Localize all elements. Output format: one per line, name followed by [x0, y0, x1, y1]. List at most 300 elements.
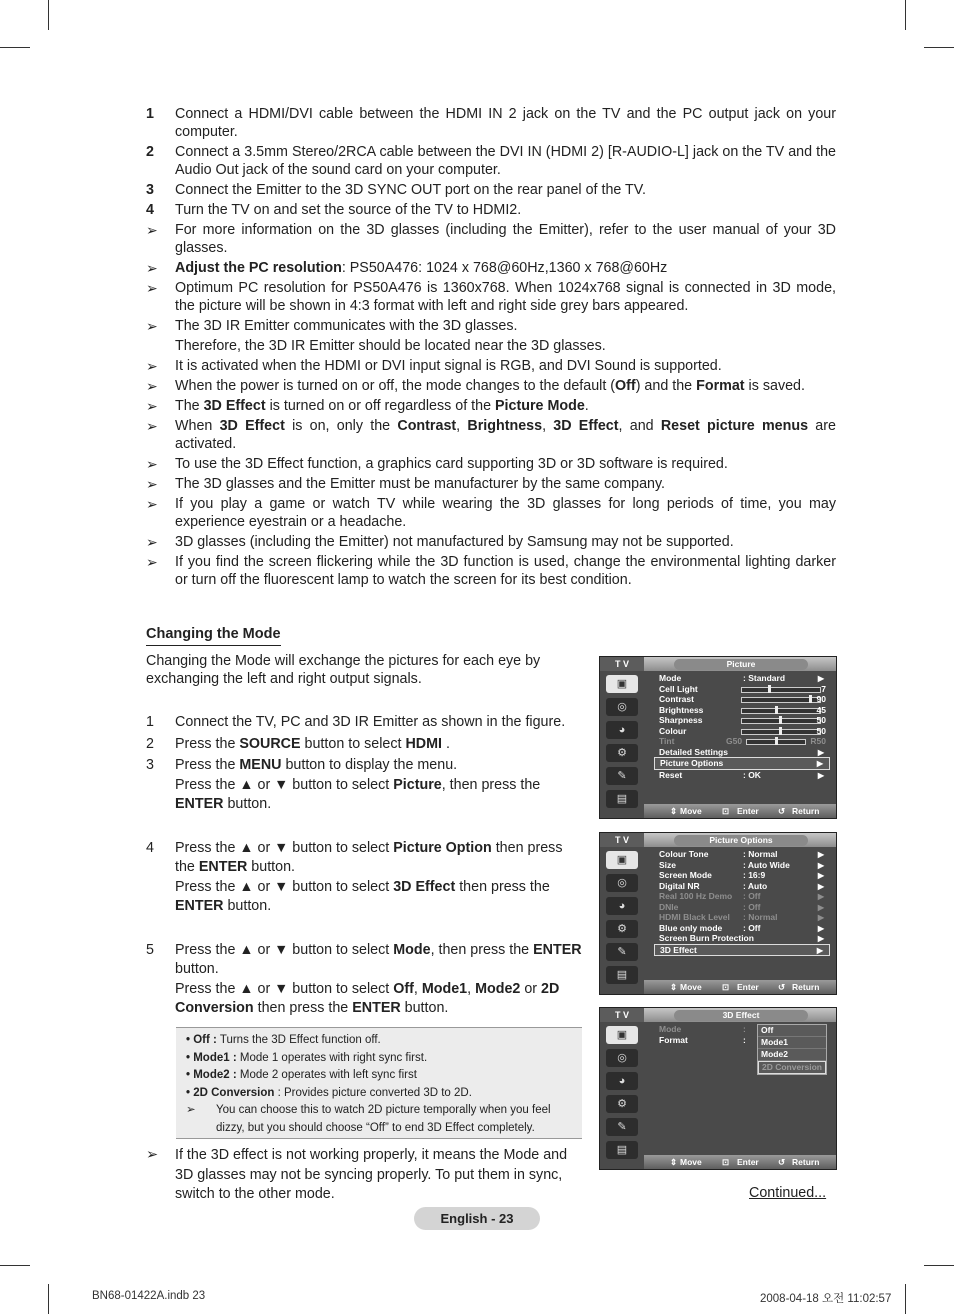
- step-text: [175, 713, 586, 733]
- slider-value: 90: [816, 694, 826, 704]
- text: The 3D glasses and the Emitter must be manufacturer by the same company.: [175, 476, 666, 492]
- arrow-right-icon: ▶: [817, 881, 824, 891]
- list-item: [146, 105, 836, 141]
- enter-label: Enter: [737, 982, 759, 992]
- text: If you play a game or watch TV while wearing the 3D glasses for long periods of time, you may experience eyestrain or a headache.: [175, 496, 836, 530]
- step-number: 2: [146, 144, 154, 160]
- move-label: Move: [680, 1157, 702, 1167]
- text: button.: [223, 898, 272, 914]
- dropdown-option: 2D Conversion: [758, 1061, 826, 1074]
- note-item: [186, 1050, 572, 1068]
- step-line: [175, 756, 586, 776]
- bold-text: HDMI: [405, 735, 442, 752]
- menu-item: [654, 747, 830, 758]
- menu-statusbar: [644, 1155, 836, 1169]
- slider-value: 45: [816, 704, 826, 715]
- bold-text: Adjust the PC resolution: [175, 260, 342, 276]
- steps-list: [146, 713, 586, 1021]
- menu-item: [654, 673, 830, 684]
- slider-knob: [775, 706, 778, 714]
- slider-knob: [768, 685, 771, 693]
- move-icon: ⇕: [670, 806, 678, 816]
- crop-mark: [905, 0, 906, 30]
- menu-item-label: Brightness: [659, 704, 704, 715]
- menu-item: [654, 770, 830, 781]
- text: button to display the menu.: [281, 757, 458, 773]
- text: then press the: [175, 839, 563, 875]
- crop-mark: [924, 1265, 954, 1266]
- step-line: [175, 878, 586, 917]
- list-item: [146, 357, 836, 375]
- bold-text: Mode: [393, 941, 431, 958]
- bold-text: 3D Effect: [203, 398, 266, 414]
- tv-menu-picture-options: [599, 832, 837, 995]
- text: button.: [400, 1000, 449, 1016]
- continued-label: Continued...: [749, 1185, 827, 1201]
- arrow-marker: ➢: [146, 534, 158, 550]
- bold-text: ENTER: [175, 898, 224, 914]
- text: Press the ▲ or ▼ button to select: [175, 980, 394, 997]
- arrow-right-icon: ▶: [817, 770, 824, 780]
- menu-item-value: : 16:9: [743, 870, 766, 880]
- arrow-marker: ➢: [146, 496, 158, 512]
- text: 3D glasses (including the Emitter) not manufactured by Samsung may not be supported.: [175, 534, 734, 550]
- page-number-badge: English - 23: [414, 1207, 540, 1230]
- menu-body: [654, 673, 830, 780]
- slider-knob: [809, 695, 812, 703]
- text: For more information on the 3D glasses (including the Emitter), refer to the user manual of your 3D glasses.: [175, 222, 836, 256]
- text: Press the ▲ or ▼ button to select: [175, 839, 394, 856]
- enter-icon: ⊡: [722, 1157, 730, 1167]
- arrow-right-icon: ▶: [817, 902, 824, 912]
- text: Connect the Emitter to the 3D SYNC OUT port on the rear panel of the TV.: [175, 182, 646, 198]
- text: ) and the: [635, 378, 697, 394]
- list-item-text: [175, 377, 836, 395]
- text: or: [520, 980, 542, 997]
- menu-item-label: HDMI Black Level: [659, 912, 730, 922]
- footer-file: BN68-01422A.indb 23: [92, 1290, 206, 1302]
- menu-titlebar: [600, 833, 836, 847]
- text: If you find the screen flickering while the 3D function is used, change the environmental lighting darker or turn off the fluorescent lamp to watch the screen for its best condition.: [175, 554, 836, 588]
- bold-text: Brightness: [467, 418, 543, 434]
- arrow-marker: ➢: [146, 456, 158, 472]
- arrow-marker: ➢: [146, 318, 158, 334]
- menu-item-label: Size: [659, 859, 677, 870]
- menu-item: [654, 684, 830, 695]
- menu-item-label: Tint: [659, 736, 675, 746]
- menu-item-label: Colour: [659, 725, 687, 736]
- list-item: [146, 495, 836, 531]
- picture-icon: ▣: [606, 851, 638, 869]
- menu-item-value: :: [743, 1024, 746, 1034]
- step-item: [146, 839, 586, 917]
- step-number: 1: [146, 106, 154, 122]
- step-number: 2: [146, 735, 154, 752]
- slider-knob: [779, 727, 782, 735]
- list-item-text: [175, 105, 836, 141]
- crop-mark: [924, 47, 954, 48]
- step-item: [146, 713, 586, 733]
- channel-icon: ◕: [606, 721, 638, 739]
- list-item-text: [175, 337, 836, 355]
- arrow-right-icon: ▶: [816, 759, 823, 768]
- arrow-right-icon: ▶: [817, 871, 824, 880]
- text: .: [584, 398, 589, 414]
- tint-right: R50: [810, 736, 826, 746]
- application-icon: ▤: [606, 966, 638, 984]
- dropdown-option: Mode1: [758, 1037, 826, 1049]
- list-item-text: [175, 221, 836, 257]
- step-number: 3: [146, 182, 154, 198]
- text: Press the ▲ or ▼ button to select: [175, 878, 394, 895]
- footer-date: 2008-04-18 오전 11:02:57: [760, 1293, 892, 1305]
- list-item-text: [175, 317, 836, 335]
- note-item: [186, 1067, 572, 1085]
- step-item: [146, 735, 586, 755]
- menu-item-value: : Auto Wide: [743, 859, 790, 870]
- bold-text: Off: [393, 980, 414, 997]
- menu-title: 3D Effect: [674, 1010, 808, 1021]
- menu-item-value: : Off: [743, 922, 761, 933]
- arrow-marker: ➢: [146, 398, 158, 414]
- arrow-marker: ➢: [146, 476, 158, 492]
- menu-item-value: :: [743, 1034, 746, 1045]
- return-icon: ↺: [778, 982, 786, 992]
- menu-item-value: : OK: [743, 769, 761, 780]
- text: button to select: [300, 735, 406, 752]
- text: Connect a 3.5mm Stereo/2RCA cable between the DVI IN (HDMI 2) [R-AUDIO-L] jack on the TV and the Audio Out jack of the sound card on your computer.: [175, 144, 836, 178]
- list-item: [146, 143, 836, 179]
- tv-label: T V: [600, 1008, 644, 1022]
- value-slider: [741, 718, 821, 724]
- list-item: [146, 377, 836, 395]
- menu-item-label: Mode: [659, 673, 682, 683]
- menu-item: [654, 933, 830, 944]
- value-slider: [741, 708, 821, 714]
- note-label: • Mode1 :: [186, 1051, 237, 1064]
- list-item: [146, 221, 836, 257]
- text: button.: [223, 796, 272, 812]
- text: is on, only the: [284, 418, 398, 434]
- bold-text: ENTER: [533, 941, 582, 958]
- arrow-marker: [146, 337, 175, 355]
- tint-left: G50: [726, 736, 743, 746]
- menu-item: [654, 944, 830, 957]
- step-text: [175, 735, 586, 755]
- menu-item: [654, 715, 830, 726]
- return-label: Return: [792, 982, 820, 992]
- return-icon: ↺: [778, 1157, 786, 1167]
- bold-text: Picture Mode: [495, 398, 585, 414]
- list-item-text: [175, 553, 836, 589]
- menu-item: [654, 694, 830, 705]
- list-item-text: [175, 475, 836, 493]
- menu-item-label: Blue only mode: [659, 922, 723, 933]
- bold-text: MENU: [239, 757, 282, 773]
- text: ,: [413, 980, 422, 997]
- text: Press the: [175, 735, 240, 752]
- list-item-text: [175, 397, 836, 415]
- step-number: 3: [146, 757, 154, 773]
- list-item-text: [175, 259, 836, 277]
- application-icon: ▤: [606, 790, 638, 808]
- slider-knob: [779, 716, 782, 724]
- note-sub-text: You can choose this to watch 2D picture temporally when you feel dizzy, but you should choose “Off” to end 3D Effect completely.: [216, 1104, 551, 1134]
- move-icon: ⇕: [670, 1157, 678, 1167]
- step-line: [175, 941, 586, 980]
- tint-slider: [746, 739, 806, 745]
- move-icon: ⇕: [670, 982, 678, 992]
- instruction-list: [146, 105, 836, 591]
- list-item-text: [175, 143, 836, 179]
- menu-statusbar: [644, 804, 836, 818]
- bold-text: Picture Option: [393, 839, 492, 856]
- menu-item: [654, 705, 830, 716]
- menu-item-value: : Standard: [743, 673, 786, 683]
- list-item: [146, 259, 836, 277]
- bold-text: ENTER: [175, 796, 224, 812]
- enter-icon: ⊡: [722, 806, 730, 816]
- list-item: [146, 201, 836, 219]
- bold-text: ENTER: [198, 859, 248, 875]
- text: , and: [618, 418, 661, 434]
- picture-icon: ▣: [606, 1026, 638, 1044]
- text: then press the: [253, 1000, 353, 1016]
- menu-item-value: : Off: [743, 891, 761, 901]
- text: It is activated when the HDMI or DVI input signal is RGB, and DVI Sound is supported.: [175, 358, 722, 374]
- step-number: 4: [146, 202, 154, 218]
- text: To use the 3D Effect function, a graphics card supporting 3D or 3D software is required.: [175, 456, 728, 472]
- bold-text: ENTER: [352, 1000, 401, 1016]
- menu-item-label: Screen Mode: [659, 870, 712, 880]
- text: Turn the TV on and set the source of the TV to HDMI2.: [175, 202, 522, 218]
- arrow-right-icon: ▶: [817, 850, 824, 859]
- return-icon: ↺: [778, 806, 786, 816]
- menu-item: [654, 870, 830, 881]
- note-text: : Provides picture converted 3D to 2D.: [274, 1086, 472, 1099]
- arrow-right-icon: ▶: [817, 934, 824, 943]
- menu-item-label: 3D Effect: [660, 944, 697, 955]
- text: Connect a HDMI/DVI cable between the HDMI IN 2 jack on the TV and the PC output jack on your computer.: [175, 106, 836, 140]
- intro-text: Changing the Mode will exchange the pictures for each eye by exchanging the left and right output signals.: [146, 653, 541, 687]
- menu-item-label: Contrast: [659, 694, 694, 704]
- text: ,: [542, 418, 554, 434]
- arrow-marker: ➢: [186, 1104, 196, 1116]
- bold-text: Reset picture menus: [660, 418, 809, 434]
- options-dropdown: [757, 1024, 827, 1075]
- list-item-text: [175, 181, 836, 199]
- text: button.: [247, 859, 296, 875]
- list-item-text: [175, 455, 836, 473]
- list-item: [146, 397, 836, 415]
- text: .: [442, 735, 450, 752]
- input-icon: ✎: [606, 943, 638, 961]
- text: When the power is turned on or off, the mode changes to the default (: [175, 378, 616, 394]
- step-line: [175, 735, 586, 755]
- text: , then press the: [441, 776, 541, 793]
- note-text: Turns the 3D Effect function off.: [216, 1034, 381, 1046]
- bold-text: Picture: [393, 776, 442, 793]
- value-slider: [741, 687, 821, 693]
- text: ,: [456, 418, 468, 434]
- list-item: [146, 337, 836, 355]
- menu-statusbar: [644, 980, 836, 994]
- menu-item-label: Picture Options: [660, 758, 724, 768]
- sound-icon: ◎: [606, 874, 638, 892]
- menu-item-label: Screen Burn Protection: [659, 933, 754, 943]
- menu-item: [654, 923, 830, 934]
- menu-item-value: : Off: [743, 901, 761, 912]
- note-label: • Mode2 :: [186, 1069, 237, 1081]
- step-item: [146, 941, 586, 1019]
- section-title: Changing the Mode: [146, 626, 281, 646]
- bottom-note-text: If the 3D effect is not working properly, it means the Mode and 3D glasses may not be syncing properly. To put them in sync, switch to the other mode.: [175, 1147, 568, 1202]
- sound-icon: ◎: [606, 1049, 638, 1067]
- enter-label: Enter: [737, 806, 759, 816]
- menu-item-label: Reset: [659, 769, 683, 780]
- bold-text: SOURCE: [239, 735, 301, 752]
- bold-text: Contrast: [397, 418, 457, 434]
- note-item: [186, 1085, 572, 1103]
- step-line: [175, 839, 586, 878]
- arrow-marker: ➢: [146, 378, 158, 394]
- menu-titlebar: [600, 657, 836, 671]
- step-text: [175, 941, 586, 1019]
- arrow-right-icon: ▶: [817, 860, 824, 870]
- menu-item-label: Format: [659, 1034, 688, 1045]
- enter-icon: ⊡: [722, 982, 730, 992]
- list-item: [146, 417, 836, 453]
- dropdown-option: Off: [758, 1025, 826, 1037]
- step-line: [175, 713, 586, 733]
- step-number: 1: [146, 714, 154, 730]
- arrow-marker: ➢: [146, 554, 158, 570]
- note-label: • 2D Conversion: [186, 1086, 275, 1099]
- step-number: 5: [146, 941, 154, 958]
- slider-knob: [775, 737, 778, 745]
- menu-titlebar: [600, 1008, 836, 1022]
- picture-icon: ▣: [606, 675, 638, 693]
- move-label: Move: [680, 982, 702, 992]
- arrow-marker: ➢: [146, 418, 158, 434]
- menu-item-label: Digital NR: [659, 880, 700, 891]
- crop-mark: [48, 0, 49, 30]
- text: Connect the TV, PC and 3D IR Emitter as shown in the figure.: [175, 714, 566, 730]
- menu-item: [654, 891, 830, 902]
- menu-item: [654, 757, 830, 770]
- list-item-text: [175, 357, 836, 375]
- note-sub: [186, 1102, 572, 1137]
- menu-title: Picture: [674, 659, 808, 670]
- text: The: [175, 398, 204, 414]
- list-item: [146, 279, 836, 315]
- menu-sidebar: [600, 672, 644, 813]
- input-icon: ✎: [606, 1118, 638, 1136]
- menu-item: [654, 902, 830, 913]
- tv-menu-3d-effect: [599, 1007, 837, 1170]
- crop-mark: [48, 1284, 49, 1314]
- bold-text: 3D Effect: [393, 878, 456, 895]
- menu-item-value: : Normal: [743, 912, 778, 922]
- crop-mark: [0, 47, 30, 48]
- bold-text: Off: [615, 378, 636, 394]
- arrow-marker: ➢: [146, 222, 158, 238]
- menu-item: [654, 726, 830, 737]
- text: Press the: [175, 757, 240, 773]
- text: Therefore, the 3D IR Emitter should be located near the 3D glasses.: [175, 338, 606, 354]
- tv-label: T V: [600, 833, 644, 847]
- arrow-right-icon: ▶: [817, 913, 824, 922]
- menu-title: Picture Options: [674, 835, 808, 846]
- slider-value: 7: [821, 683, 826, 694]
- sound-icon: ◎: [606, 698, 638, 716]
- bold-text: Mode2: [475, 980, 521, 997]
- list-item: [146, 317, 836, 335]
- slider-value: 50: [816, 715, 826, 725]
- dropdown-option: Mode2: [758, 1049, 826, 1061]
- list-item: [146, 181, 836, 199]
- value-slider: [741, 697, 821, 703]
- input-icon: ✎: [606, 767, 638, 785]
- return-label: Return: [792, 1157, 820, 1167]
- text: Press the ▲ or ▼ button to select: [175, 776, 394, 793]
- step-number: 4: [146, 839, 154, 856]
- bold-text: Format: [696, 378, 745, 394]
- menu-body: [654, 849, 830, 956]
- text: then press the: [455, 878, 550, 895]
- menu-item-label: Detailed Settings: [659, 746, 728, 757]
- step-text: [175, 756, 586, 815]
- menu-item: [654, 736, 830, 747]
- list-item-text: [175, 279, 836, 315]
- return-label: Return: [792, 806, 820, 816]
- step-item: [146, 756, 586, 815]
- arrow-right-icon: ▶: [817, 747, 824, 757]
- setup-icon: ⚙: [606, 744, 638, 762]
- step-line: [175, 980, 586, 1019]
- list-item-text: [175, 417, 836, 453]
- menu-item-value: : Normal: [743, 849, 778, 859]
- list-item: [146, 455, 836, 473]
- text: is turned on or off regardless of the: [265, 398, 496, 414]
- note-text: Mode 2 operates with left sync first: [236, 1069, 417, 1081]
- note-text: Mode 1 operates with right sync first.: [236, 1051, 428, 1064]
- menu-item: [654, 849, 830, 860]
- text: ,: [467, 980, 476, 997]
- crop-mark: [0, 1265, 30, 1266]
- arrow-marker: ➢: [146, 280, 158, 296]
- value-slider: [741, 729, 821, 735]
- arrow-marker: ➢: [146, 358, 158, 374]
- text: When: [175, 418, 220, 434]
- list-item: [146, 553, 836, 589]
- text: : PS50A476: 1024 x 768@60Hz,1360 x 768@60Hz: [341, 260, 668, 276]
- crop-mark: [905, 1284, 906, 1314]
- bold-text: 3D Effect: [219, 418, 285, 434]
- channel-icon: ◕: [606, 1072, 638, 1090]
- text: is saved.: [744, 378, 805, 394]
- bold-text: Mode1: [421, 980, 468, 997]
- menu-item-label: Sharpness: [659, 715, 703, 725]
- note-box: [176, 1027, 582, 1139]
- menu-item: [654, 860, 830, 871]
- menu-item: [654, 912, 830, 923]
- list-item: [146, 475, 836, 493]
- arrow-right-icon: ▶: [817, 892, 824, 901]
- arrow-marker: ➢: [146, 1147, 158, 1163]
- setup-icon: ⚙: [606, 920, 638, 938]
- enter-label: Enter: [737, 1157, 759, 1167]
